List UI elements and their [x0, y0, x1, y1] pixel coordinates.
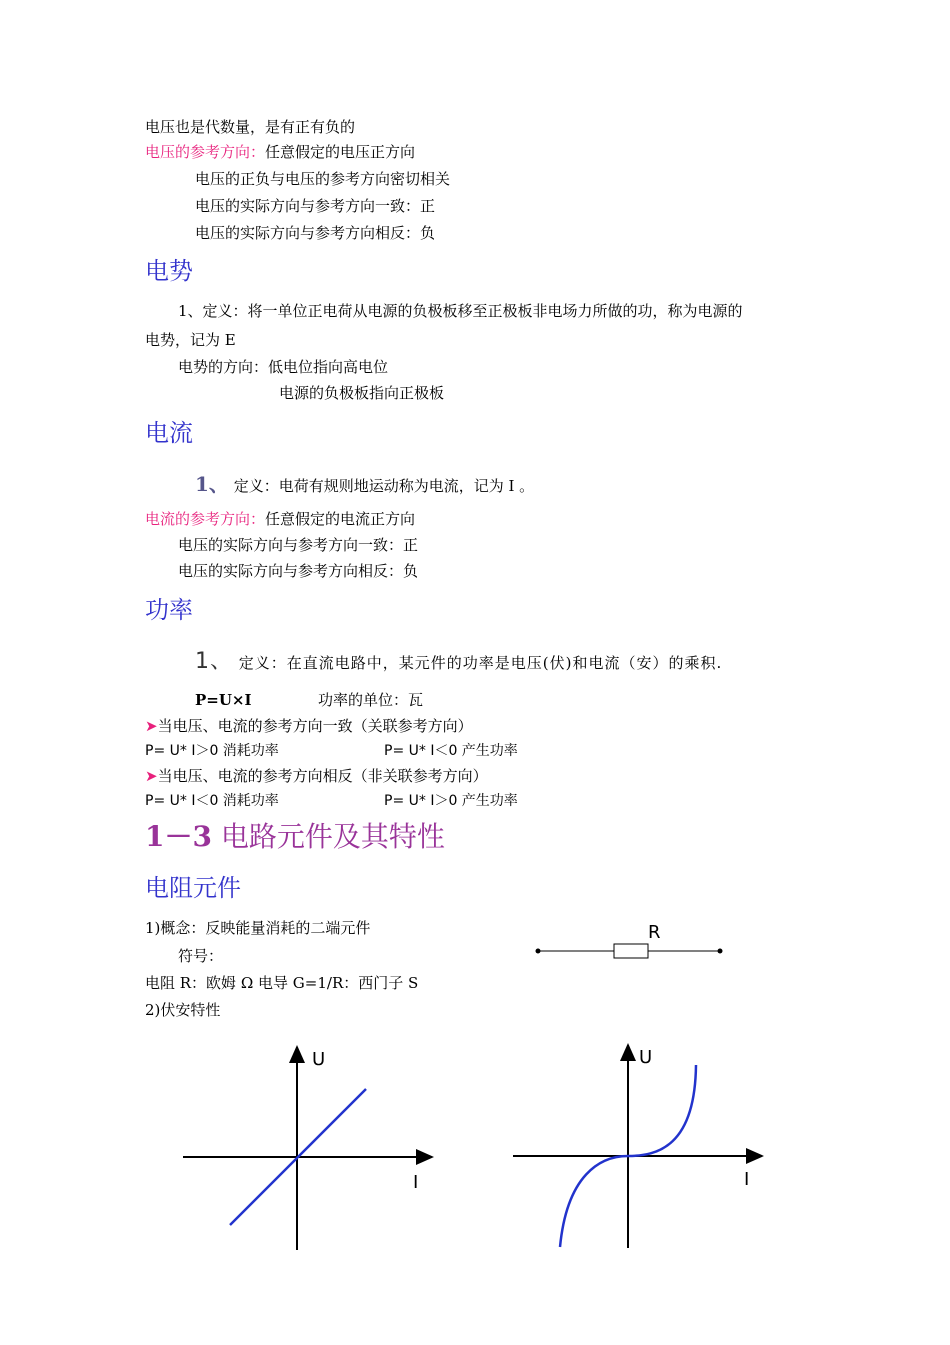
case1-title-text: 当电压、电流的参考方向一致（关联参考方向） — [157, 717, 473, 735]
resistor-body — [614, 944, 648, 958]
resistor-vi-label: 2)伏安特性 — [145, 1001, 221, 1019]
emf-direction: 电势的方向：低电位指向高电位 — [178, 358, 389, 376]
case1-right: P= U* I＜0 产生功率 — [384, 743, 518, 759]
section-heading — [145, 820, 445, 854]
resistor-heading: 电阻元件 — [145, 874, 241, 902]
current-ref-label: 电流的参考方向： — [145, 510, 266, 528]
x-axis-label: I — [744, 1169, 750, 1190]
voltage-ref-line — [145, 142, 415, 162]
case1-left: P= U* I＞0 消耗功率 — [145, 743, 279, 759]
power-case1-title — [145, 716, 473, 736]
bullet-arrow-icon: ➤ — [145, 717, 158, 735]
case2-left: P= U* I＜0 消耗功率 — [145, 793, 279, 809]
x-axis-label: I — [413, 1172, 419, 1193]
power-num: 1、 — [195, 649, 233, 674]
emf-direction-2: 电源的负极板指向正极板 — [279, 384, 445, 402]
y-axis-label: U — [312, 1049, 326, 1070]
power-unit: 功率的单位：瓦 — [318, 691, 424, 709]
current-def-line — [195, 472, 534, 498]
y-axis-label: U — [639, 1047, 653, 1068]
power-heading: 功率 — [145, 596, 193, 624]
section-number: 1－3 — [145, 820, 212, 853]
current-ref-line — [145, 509, 415, 529]
current-num: 1、 — [195, 472, 229, 496]
resistor-symbol-diagram — [530, 915, 730, 965]
voltage-sub1: 电压的正负与电压的参考方向密切相关 — [195, 170, 451, 188]
resistor-concept: 1)概念：反映能量消耗的二端元件 — [145, 919, 371, 937]
current-heading: 电流 — [145, 419, 193, 447]
emf-def-line2: 电势，记为 E — [145, 331, 236, 349]
resistor-symbol-label: 符号： — [178, 947, 224, 965]
voltage-ref-text: 任意假定的电压正方向 — [265, 143, 416, 161]
linear-vi-graph — [170, 1035, 450, 1255]
power-def-line — [195, 650, 722, 675]
voltage-sign-note: 电压也是代数量，是有正有负的 — [145, 118, 356, 136]
terminal-dot — [718, 949, 723, 954]
power-case2-title — [145, 766, 488, 786]
current-def: 定义：电荷有规则地运动称为电流，记为 I 。 — [233, 477, 535, 495]
case2-right: P= U* I＞0 产生功率 — [384, 793, 518, 809]
current-sub2: 电压的实际方向与参考方向相反：负 — [178, 562, 419, 580]
section-title: 电路元件及其特性 — [220, 820, 445, 853]
power-formula: P=U×I — [195, 691, 252, 709]
emf-def-line1: 1、定义：将一单位正电荷从电源的负极板移至正极板非电场力所做的功，称为电源的 — [178, 302, 743, 320]
current-sub1: 电压的实际方向与参考方向一致：正 — [178, 536, 419, 554]
voltage-sub2: 电压的实际方向与参考方向一致：正 — [195, 197, 436, 215]
terminal-dot — [536, 949, 541, 954]
voltage-ref-label: 电压的参考方向： — [145, 143, 266, 161]
case2-title-text: 当电压、电流的参考方向相反（非关联参考方向） — [157, 767, 488, 785]
resistor-symbol-text: R — [648, 922, 661, 943]
bullet-arrow-icon: ➤ — [145, 767, 158, 785]
nonlinear-vi-graph — [505, 1035, 780, 1255]
resistor-units: 电阻 R：欧姆 Ω 电导 G=1/R：西门子 S — [145, 974, 419, 992]
voltage-sub3: 电压的实际方向与参考方向相反：负 — [195, 224, 436, 242]
emf-heading: 电势 — [145, 257, 193, 285]
power-def: 定义：在直流电路中，某元件的功率是电压(伏)和电流（安）的乘积. — [238, 654, 723, 672]
current-ref-text: 任意假定的电流正方向 — [265, 510, 416, 528]
